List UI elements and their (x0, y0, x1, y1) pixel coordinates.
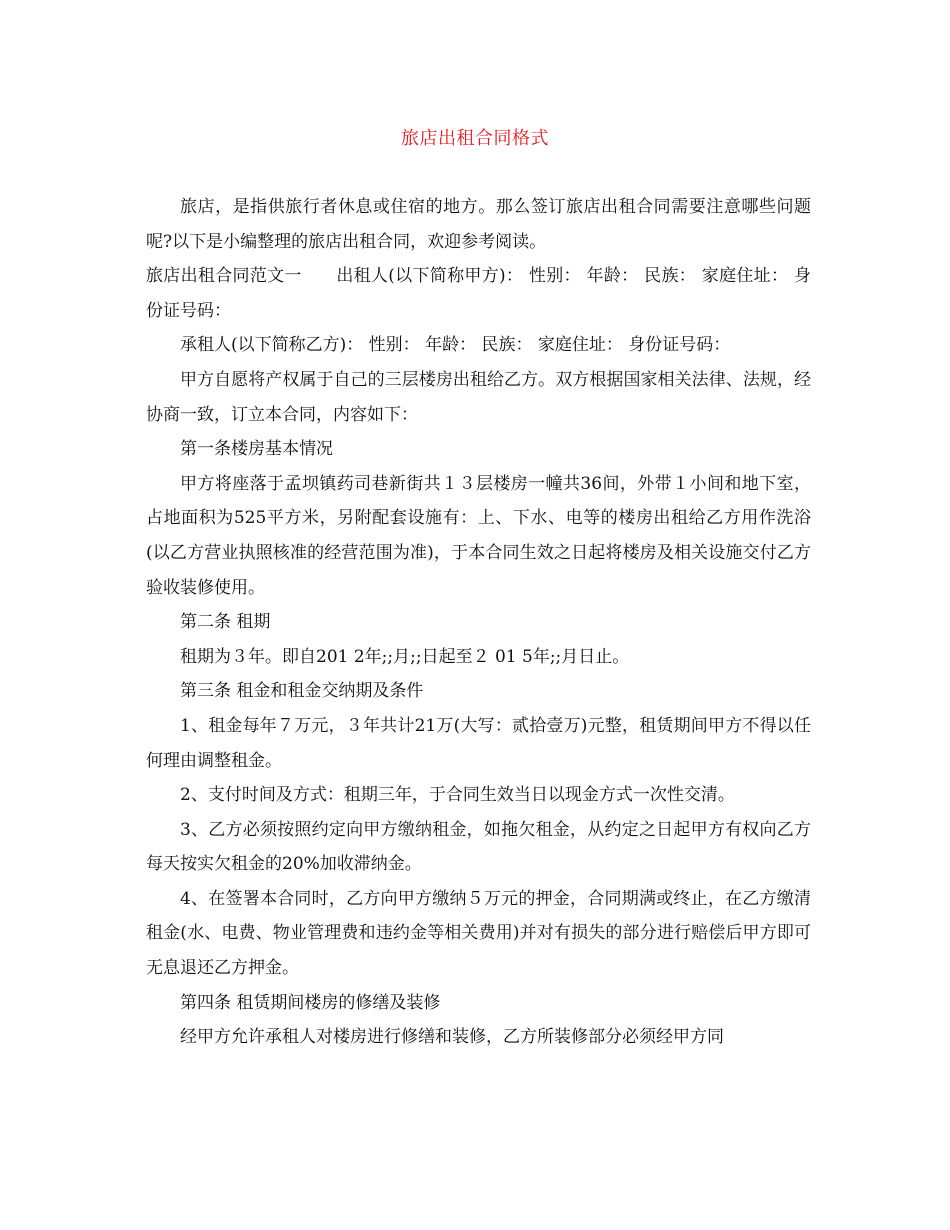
document-body (146, 190, 811, 1055)
paragraph: 旅店，是指供旅行者休息或住宿的地方。那么签订旅店出租合同需要注意哪些问题呢?以下是小编整理的旅店出租合同，欢迎参考阅读。 (146, 197, 811, 252)
paragraph: 4、在签署本合同时，乙方向甲方缴纳５万元的押金，合同期满或终止，在乙方缴清租金(水、电费、物业管理费和违约金等相关费用)并对有损失的部分进行赔偿后甲方即可无息退还乙方押金。 (146, 888, 811, 979)
paragraph: 第四条 租赁期间楼房的修缮及装修 (180, 992, 441, 1013)
paragraph: 第三条 租金和租金交纳期及条件 (180, 681, 424, 702)
paragraph: 甲方自愿将产权属于自己的三层楼房出租给乙方。双方根据国家相关法律、法规，经协商一致，订立本合同，内容如下： (146, 369, 811, 425)
paragraph: 1、租金每年７万元，３年共计21万(大写：贰拾壹万)元整，租赁期间甲方不得以任何理由调整租金。 (146, 715, 811, 771)
paragraph: 租期为３年。即自201 2年;;月;;日起至２ 01 5年;;月日止。 (180, 646, 630, 667)
paragraph: 第二条 租期 (180, 612, 271, 633)
paragraph: 3、乙方必须按照约定向甲方缴纳租金，如拖欠租金，从约定之日起甲方有权向乙方每天按实欠租金的20%加收滞纳金。 (146, 819, 811, 875)
paragraph: 经甲方允许承租人对楼房进行修缮和装修，乙方所装修部分必须经甲方同 (180, 1027, 724, 1048)
document-title: 旅店出租合同格式 (401, 128, 549, 149)
paragraph: 第一条楼房基本情况 (180, 439, 333, 460)
paragraph: 承租人(以下简称乙方)： 性别： 年龄： 民族： 家庭住址： 身份证号码： (180, 335, 731, 356)
paragraph: 2、支付时间及方式：租期三年，于合同生效当日以现金方式一次性交清。 (180, 785, 735, 806)
paragraph: 甲方将座落于孟坝镇药司巷新街共１３层楼房一幢共36间，外带１小间和地下室，占地面积为525平方米，另附配套设施有：上、下水、电等的楼房出租给乙方用作洗浴(以乙方营业执照核准的经营范围为准)，于本合同生效之日起将楼房及相关设施交付乙方验收装修使用。 (146, 473, 811, 598)
paragraph: 旅店出租合同范文一 出租人(以下简称甲方)： 性别： 年龄： 民族： 家庭住址： 身份证号码： (146, 266, 811, 321)
